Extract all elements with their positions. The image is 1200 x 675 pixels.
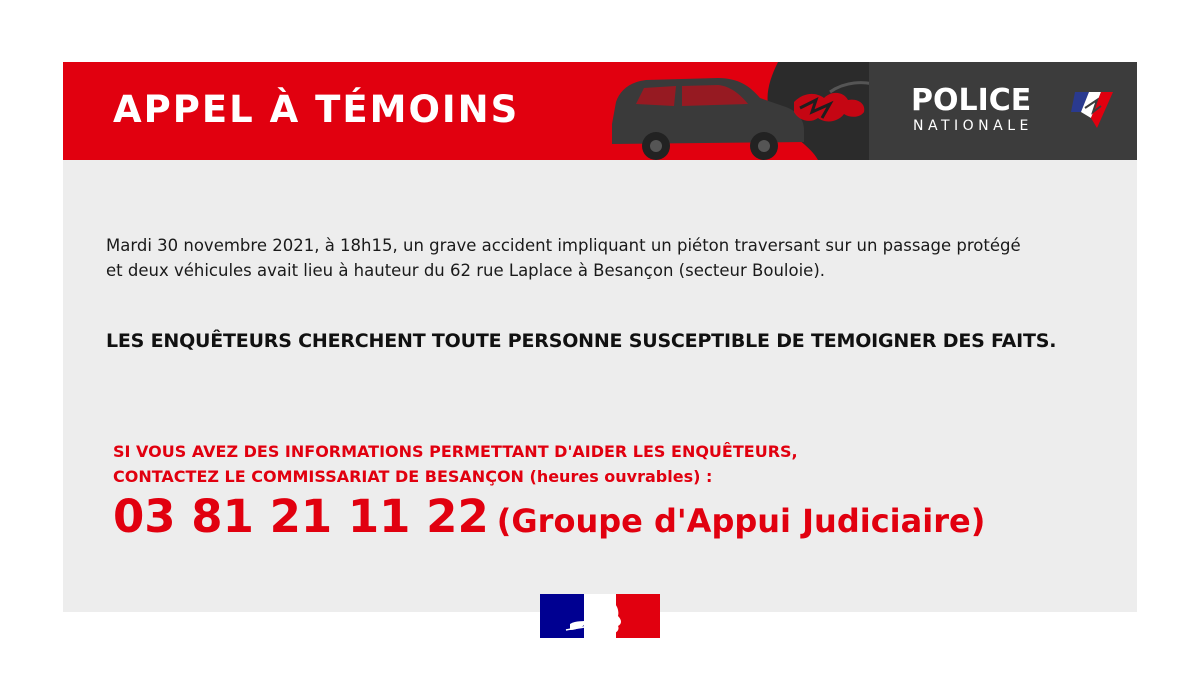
- phone-row: [113, 490, 985, 543]
- contact-line-2: CONTACTEZ LE COMMISSARIAT DE BESANÇON (heures ouvrables) :: [113, 467, 713, 486]
- contact-line-1: SI VOUS AVEZ DES INFORMATIONS PERMETTANT D'AIDER LES ENQUÊTEURS,: [113, 442, 798, 461]
- witness-request-headline: LES ENQUÊTEURS CHERCHENT TOUTE PERSONNE SUSCEPTIBLE DE TEMOIGNER DES FAITS.: [106, 330, 1057, 352]
- incident-description: [106, 233, 1106, 283]
- police-nationale-logo: [869, 62, 1137, 160]
- logo-police-text: POLICE: [911, 83, 1032, 118]
- phone-number[interactable]: 03 81 21 11 22: [113, 490, 489, 543]
- banner-title: APPEL À TÉMOINS: [113, 88, 520, 131]
- tricolor-flag-icon: [1071, 90, 1115, 130]
- intro-line-2: et deux véhicules avait lieu à hauteur du 62 rue Laplace à Besançon (secteur Bouloie).: [106, 261, 826, 280]
- header-banner: [63, 62, 1137, 160]
- intro-line-1: Mardi 30 novembre 2021, à 18h15, un grave accident impliquant un piéton traversant sur un passage protégé: [106, 236, 1021, 255]
- phone-group-label: (Groupe d'Appui Judiciaire): [496, 502, 986, 540]
- car-accident-icon: [568, 62, 888, 160]
- appeal-card: [63, 62, 1137, 612]
- logo-nationale-text: NATIONALE: [913, 118, 1033, 134]
- marianne-republique-francaise-icon: [540, 594, 660, 638]
